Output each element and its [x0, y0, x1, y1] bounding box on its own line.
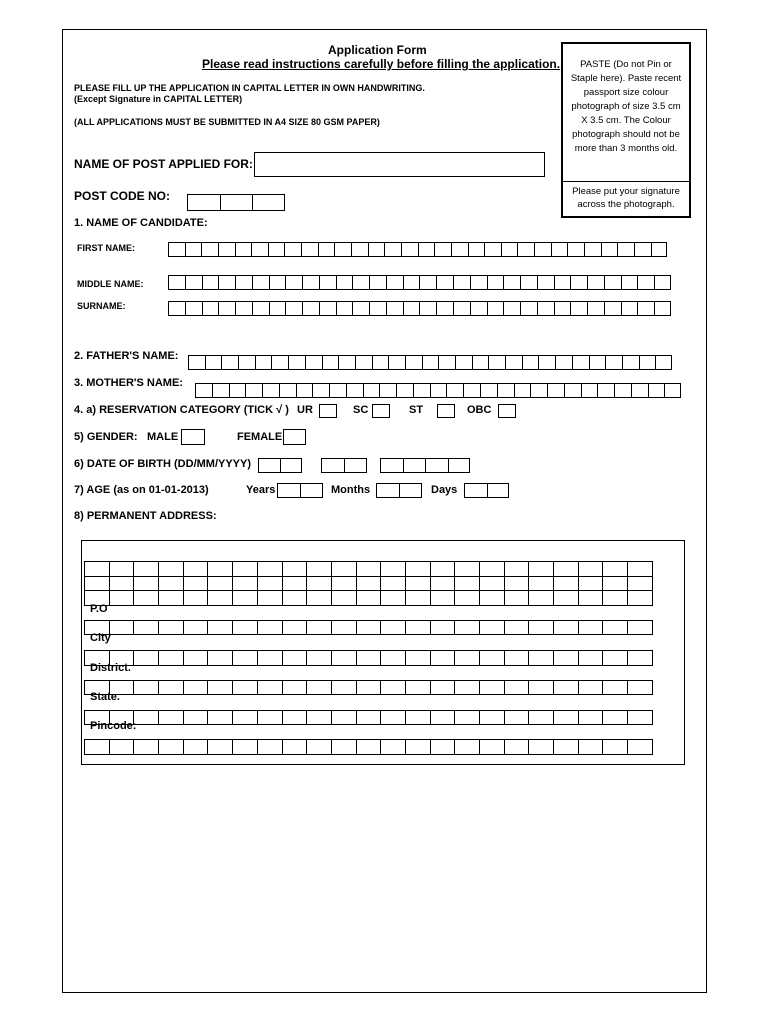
age-years-input[interactable]	[277, 483, 323, 498]
post-name-label: NAME OF POST APPLIED FOR:	[74, 157, 253, 171]
candidate-name-heading: 1. NAME OF CANDIDATE:	[74, 217, 208, 229]
address-row	[85, 591, 653, 606]
dob-day-input[interactable]	[258, 458, 302, 473]
mother-name-input[interactable]	[195, 383, 681, 398]
st-checkbox[interactable]	[437, 404, 455, 418]
photo-box[interactable]	[561, 42, 691, 218]
father-name-input[interactable]	[188, 355, 672, 370]
address-row	[85, 710, 653, 725]
father-name-label: 2. FATHER'S NAME:	[74, 350, 179, 362]
address-row	[85, 680, 653, 695]
first-name-input[interactable]	[168, 242, 667, 257]
form-subtitle: Please read instructions carefully before filling the application.	[202, 57, 561, 71]
female-checkbox[interactable]	[283, 429, 306, 445]
district-label: District.	[90, 662, 131, 674]
obc-label: OBC	[467, 404, 492, 416]
first-name-label: FIRST NAME:	[77, 243, 135, 253]
address-grid[interactable]	[84, 561, 653, 755]
gender-label: 5) GENDER:	[74, 431, 138, 443]
address-row	[85, 650, 653, 665]
years-label: Years	[246, 484, 276, 496]
surname-label: SURNAME:	[77, 301, 126, 311]
post-code-input[interactable]	[187, 194, 285, 211]
state-label: State.	[90, 691, 120, 703]
form-title: Application Form	[328, 43, 427, 57]
post-code-label: POST CODE NO:	[74, 189, 171, 203]
male-label: MALE	[147, 431, 179, 443]
surname-input[interactable]	[168, 301, 671, 316]
sc-label: SC	[353, 404, 369, 416]
address-row	[85, 740, 653, 755]
female-label: FEMALE	[237, 431, 283, 443]
sc-checkbox[interactable]	[372, 404, 390, 418]
instruction-signature: (Except Signature in CAPITAL LETTER)	[74, 94, 243, 104]
age-months-input[interactable]	[376, 483, 422, 498]
mother-name-label: 3. MOTHER'S NAME:	[74, 377, 183, 389]
reservation-label: 4. a) RESERVATION CATEGORY (TICK √ )	[74, 404, 289, 416]
city-label: City	[90, 632, 111, 644]
dob-month-input[interactable]	[321, 458, 367, 473]
days-label: Days	[431, 484, 458, 496]
middle-name-input[interactable]	[168, 275, 671, 290]
address-row	[85, 576, 653, 591]
ur-label: UR	[297, 404, 313, 416]
address-label: 8) PERMANENT ADDRESS:	[74, 510, 217, 522]
dob-label: 6) DATE OF BIRTH (DD/MM/YYYY)	[74, 458, 252, 470]
st-label: ST	[409, 404, 424, 416]
post-name-input[interactable]	[254, 152, 545, 177]
address-row	[85, 620, 653, 635]
pincode-label: Pincode:	[90, 720, 137, 732]
signature-instructions: Please put your signature across the photograph.	[572, 186, 680, 210]
instruction-capital: PLEASE FILL UP THE APPLICATION IN CAPITAL LETTER IN OWN HANDWRITING.	[74, 83, 425, 93]
age-days-input[interactable]	[464, 483, 509, 498]
po-label: P.O	[90, 603, 108, 615]
obc-checkbox[interactable]	[498, 404, 516, 418]
age-label: 7) AGE (as on 01-01-2013)	[74, 484, 209, 496]
dob-year-input[interactable]	[380, 458, 470, 473]
middle-name-label: MIDDLE NAME:	[77, 279, 144, 289]
instruction-paper: (ALL APPLICATIONS MUST BE SUBMITTED IN A4 SIZE 80 GSM PAPER)	[74, 117, 380, 127]
address-row	[85, 562, 653, 577]
male-checkbox[interactable]	[181, 429, 205, 445]
photo-instructions: PASTE (Do not Pin or Staple here). Paste recent passport size colour photograph of size 3.5 cm X 3.5 cm. The Colour photograph should not be more than 3 months old.	[563, 44, 689, 182]
months-label: Months	[331, 484, 371, 496]
ur-checkbox[interactable]	[319, 404, 337, 418]
